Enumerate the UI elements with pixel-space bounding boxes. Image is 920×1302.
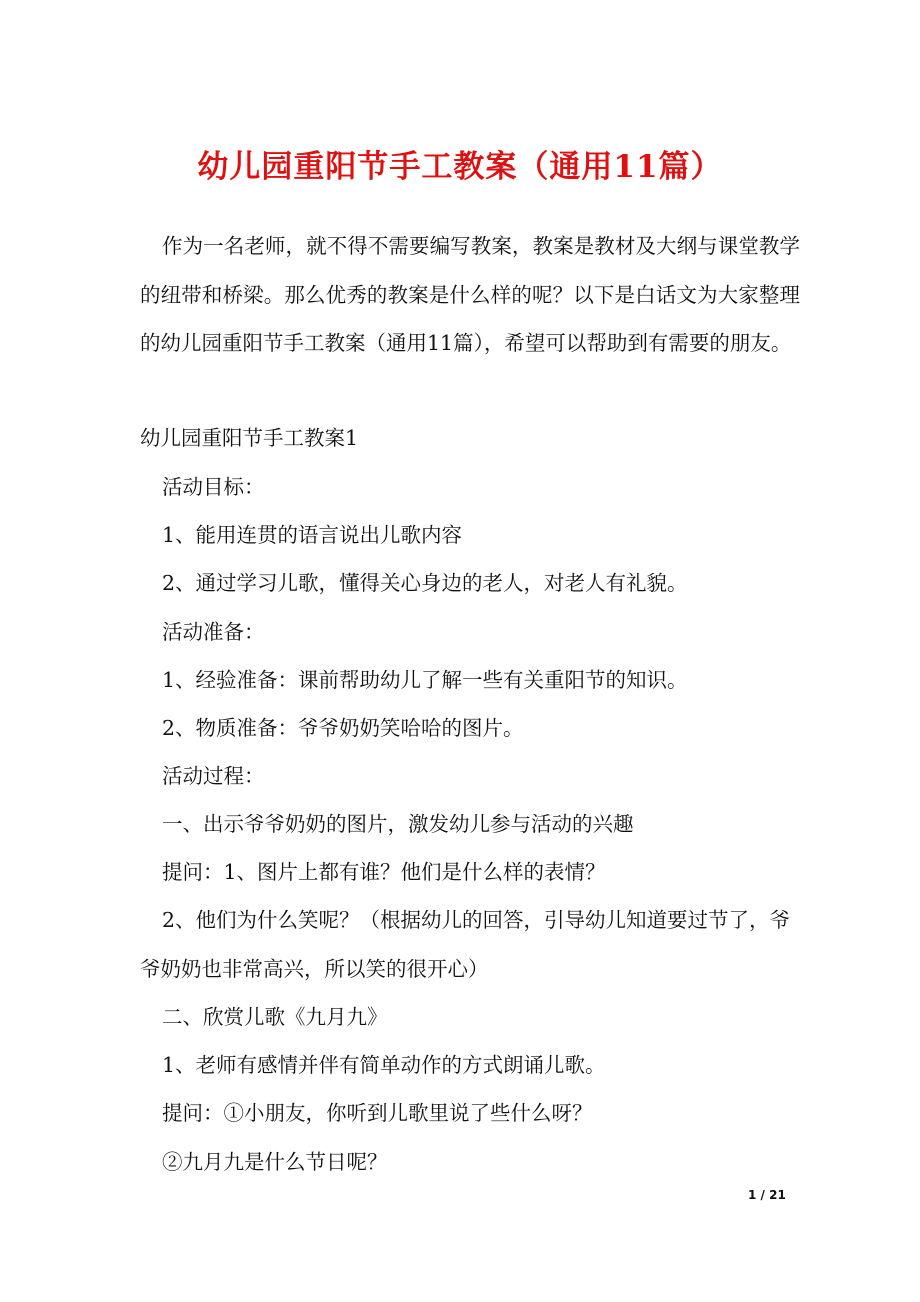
text-line: 提问：1、图片上都有谁？他们是什么样的表情？ — [162, 860, 606, 884]
intro-paragraph: 作为一名老师，就不得不需要编写教案，教案是教材及大纲与课堂教学的纽带和桥梁。那么优秀的教案是什么样的呢？以下是白话文为大家整理的幼儿园重阳节手工教案（通用11篇），希望可以帮助到有需要的朋友。 — [140, 234, 800, 355]
page-number: 1 / 21 — [748, 1188, 786, 1202]
text-line: 活动准备： — [162, 620, 265, 644]
text-line: 活动目标： — [162, 475, 265, 499]
text-line: 1、能用连贯的语言说出儿歌内容 — [162, 523, 463, 547]
document-title: 幼儿园重阳节手工教案（通用11篇） — [197, 149, 723, 185]
text-line: 一、出示爷爷奶奶的图片，激发幼儿参与活动的兴趣 — [162, 812, 634, 836]
text-line: 二、欣赏儿歌《九月九》 — [162, 1005, 388, 1029]
text-line: 2、物质准备：爷爷奶奶笑哈哈的图片。 — [162, 716, 524, 740]
text-line: 2、通过学习儿歌，懂得关心身边的老人，对老人有礼貌。 — [162, 571, 688, 595]
text-paragraph: 2、他们为什么笑呢？（根据幼儿的回答，引导幼儿知道要过节了，爷爷奶奶也非常高兴，所以笑的很开心） — [140, 908, 791, 981]
section-heading: 幼儿园重阳节手工教案1 — [140, 426, 359, 450]
text-line: 1、老师有感情并伴有简单动作的方式朗诵儿歌。 — [162, 1053, 606, 1077]
text-line: 提问：①小朋友，你听到儿歌里说了些什么呀？ — [162, 1101, 593, 1125]
text-line: 活动过程： — [162, 764, 265, 788]
text-line: ②九月九是什么节日呢？ — [162, 1150, 388, 1174]
text-line: 1、经验准备：课前帮助幼儿了解一些有关重阳节的知识。 — [162, 668, 688, 692]
